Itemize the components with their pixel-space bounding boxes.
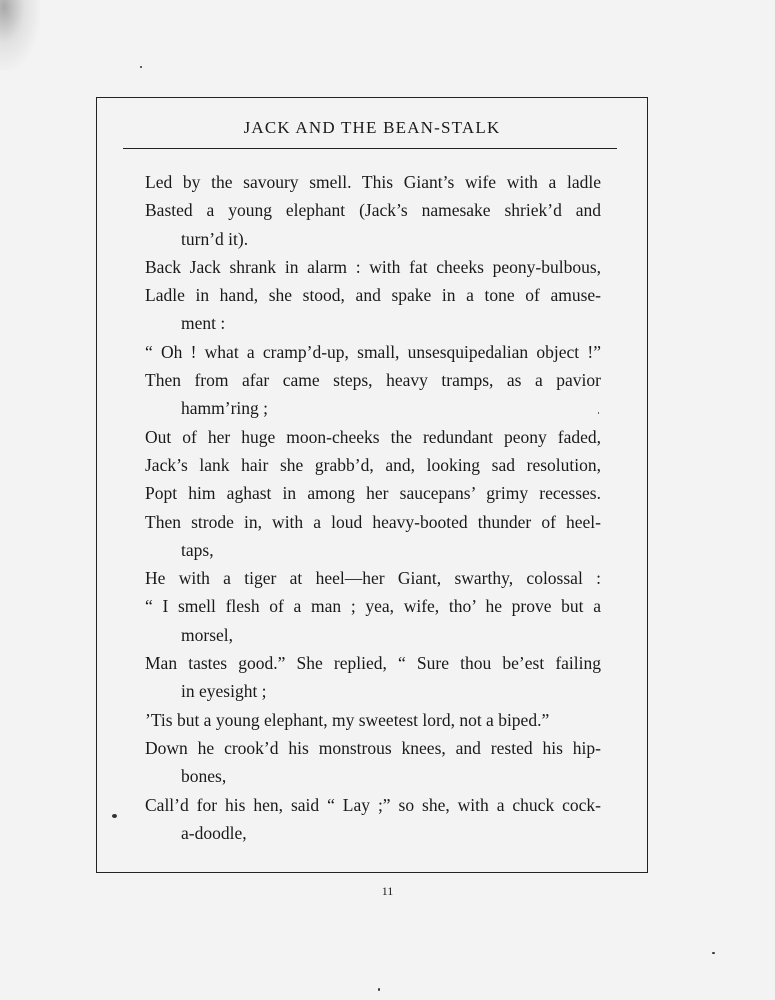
- scan-speck: [112, 814, 117, 818]
- poem-line: Popt him aghast in among her saucepans’ grimy recesses.: [145, 483, 601, 504]
- scan-speck: [140, 66, 142, 68]
- poem-line-turnover: hamm’ring ;: [181, 398, 268, 419]
- scan-speck: [598, 412, 599, 414]
- poem-line: “ Oh ! what a cramp’d-up, small, unsesquipedalian object !”: [145, 341, 601, 362]
- scan-speck: [712, 952, 715, 954]
- poem-line: Then strode in, with a loud heavy-booted thunder of heel-: [145, 511, 601, 532]
- page-number: 11: [381, 884, 394, 898]
- poem-body: [145, 168, 601, 847]
- poem-line: Man tastes good.” She replied, “ Sure thou be’est failing: [145, 653, 601, 674]
- poem-line: Down he crook’d his monstrous knees, and rested his hip-: [145, 737, 601, 758]
- running-head-title: JACK AND THE BEAN-STALK: [243, 118, 501, 137]
- scan-corner-smudge: [0, 0, 40, 70]
- poem-line: Out of her huge moon-cheeks the redundant peony faded,: [145, 426, 601, 447]
- poem-line-turnover: taps,: [181, 539, 214, 560]
- poem-line: Ladle in hand, she stood, and spake in a tone of amuse-: [145, 285, 601, 306]
- poem-line-turnover: morsel,: [181, 624, 234, 645]
- poem-line-turnover: a-doodle,: [181, 822, 247, 843]
- poem-line: “ I smell flesh of a man ; yea, wife, tho’ he prove but a: [145, 596, 601, 617]
- poem-line-turnover: bones,: [181, 766, 227, 787]
- poem-line-turnover: ment :: [181, 313, 226, 334]
- page-border-frame: [96, 97, 648, 873]
- poem-line: Jack’s lank hair she grabb’d, and, looking sad resolution,: [145, 454, 601, 475]
- scan-speck: [378, 988, 380, 991]
- poem-line: Basted a young elephant (Jack’s namesake shriek’d and: [145, 200, 601, 221]
- poem-line: Then from afar came steps, heavy tramps, as a pavior: [145, 370, 601, 391]
- poem-line: ’Tis but a young elephant, my sweetest lord, not a biped.”: [145, 709, 550, 730]
- poem-line: Led by the savoury smell. This Giant’s wife with a ladle: [145, 172, 601, 192]
- poem-line: Back Jack shrank in alarm : with fat cheeks peony-bulbous,: [145, 256, 601, 277]
- poem-line-turnover: in eyesight ;: [181, 681, 267, 702]
- header-rule: [123, 148, 617, 149]
- poem-line-turnover: turn’d it).: [181, 228, 249, 249]
- poem-line: Call’d for his hen, said “ Lay ;” so she, with a chuck cock-: [145, 794, 601, 815]
- poem-line: He with a tiger at heel—her Giant, swarthy, colossal :: [145, 568, 601, 589]
